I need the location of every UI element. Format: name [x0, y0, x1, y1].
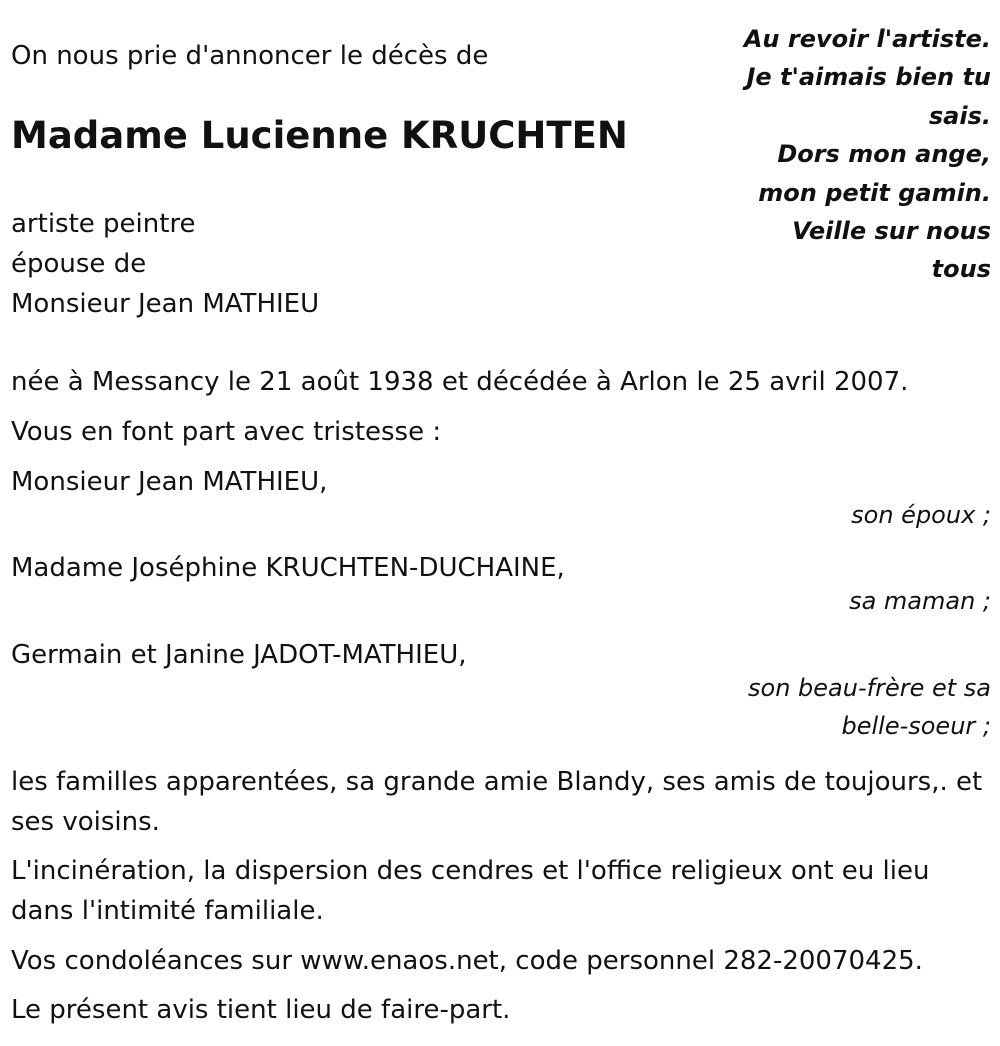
mourner-relation	[571, 582, 991, 620]
occupation: artiste peintre	[11, 209, 196, 239]
farewell-poem	[691, 20, 991, 289]
ceremony-paragraph: L'incinération, la dispersion des cendres et l'office religieux ont eu lieu dans l'intimité familiale.	[11, 856, 930, 926]
birth-death-line: née à Messancy le 21 août 1938 et décédée à Arlon le 25 avril 2007.	[11, 367, 909, 397]
announcement-intro: On nous prie d'annoncer le décès de	[11, 41, 489, 71]
mourner-name: Monsieur Jean MATHIEU,	[11, 467, 328, 497]
mourner-name: Germain et Janine JADOT-MATHIEU,	[11, 640, 467, 670]
poem-line: Je t'aimais bien tu	[746, 63, 991, 92]
mourner-name: Madame Joséphine KRUCHTEN-DUCHAINE,	[11, 553, 565, 583]
deceased-description	[11, 204, 319, 324]
spouse-label: épouse de	[11, 249, 147, 279]
obituary-notice	[11, 0, 991, 1046]
families-paragraph: les familles apparentées, sa grande amie Blandy, ses amis de toujours,. et ses voisins.	[11, 767, 983, 837]
relation-line: son époux ;	[851, 501, 991, 529]
spouse-name: Monsieur Jean MATHIEU	[11, 289, 320, 319]
poem-line: Dors mon ange,	[777, 140, 991, 169]
poem-line: Au revoir l'artiste.	[743, 25, 991, 53]
mourner-relation	[571, 496, 991, 534]
sadness-line: Vous en font part avec tristesse :	[11, 417, 442, 447]
relation-line: son beau-frère et sa	[748, 674, 991, 702]
notice-paragraph: Le présent avis tient lieu de faire-part.	[11, 995, 511, 1025]
poem-line: mon petit gamin.	[758, 178, 991, 207]
poem-line: tous	[931, 255, 991, 284]
condolences-paragraph: Vos condoléances sur www.enaos.net, code personnel 282-20070425.	[11, 946, 923, 976]
poem-line: Veille sur nous	[792, 217, 991, 246]
deceased-name: Madame Lucienne KRUCHTEN	[11, 114, 628, 157]
poem-line: sais.	[928, 101, 991, 130]
relation-line: sa maman ;	[849, 587, 991, 615]
relation-line: belle-soeur ;	[841, 712, 991, 740]
mourner-relation	[571, 669, 991, 745]
